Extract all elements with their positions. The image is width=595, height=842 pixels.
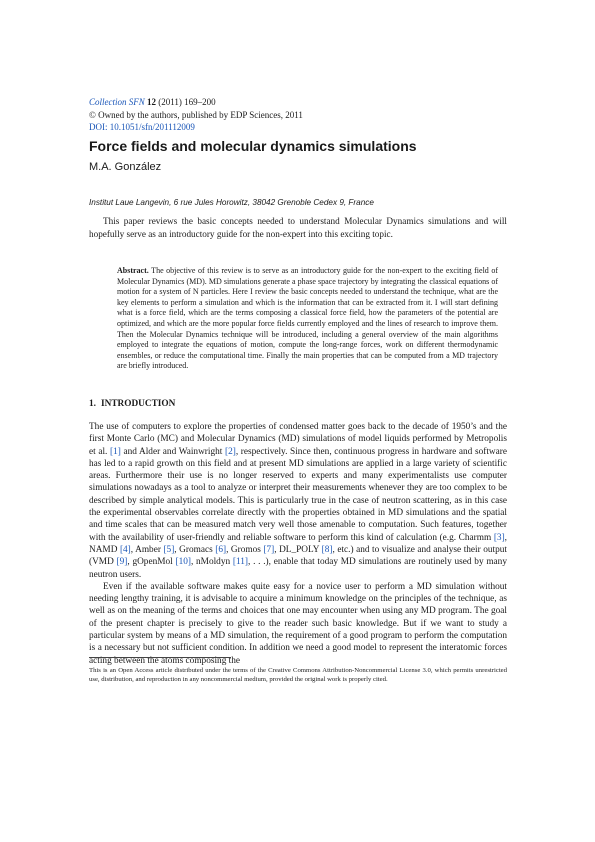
section-number: 1. [89,399,96,409]
body-paragraph-1 [89,421,507,581]
section-heading [89,399,175,409]
text-run: , Gromos [226,544,264,555]
citation-link-2[interactable]: [2] [224,446,236,457]
citation-link-6[interactable]: [6] [215,544,227,555]
journal-year-pages: (2011) 169–200 [156,97,216,107]
doi-link[interactable]: DOI: 10.1051/sfn/201112009 [89,122,195,132]
citation-link-1[interactable]: [1] [110,446,121,457]
text-run: , DL_POLY [274,544,322,555]
citation-link-5[interactable]: [5] [163,544,175,555]
license-footnote: This is an Open Access article distributed under the terms of the Creative Commons Attribution-Noncommercial License 3.0, which permits unrestricted use, distribution, and reproduction in any noncommercial medium, provided the original work is properly cited. [89,667,507,683]
body-paragraph-2: Even if the available software makes quite easy for a novice user to perform a MD simulation without needing lengthy training, it is advisable to acquire a minimum knowledge on the principles of the technique, as well as on the meaning of the terms and choices that one may encounter when using any MD program. The goal of the present chapter is precisely to give to the reader such basic knowledge. But if we want to study a particular system by means of a MD simulation, the requirement of a good program to perform the computation is a necessary but not sufficient condition. In addition we need a good model to represent the interatomic forces acting between the atoms composing the [89,581,507,666]
text-run: , etc.) and to visualize and analyse their output (VMD [89,544,508,568]
journal-name-link[interactable]: Collection SFN [89,97,145,107]
author-affiliation: Institut Laue Langevin, 6 rue Jules Horowitz, 38042 Grenoble Cedex 9, France [89,198,374,207]
footnote-divider [89,657,231,658]
text-run: , gOpenMol [127,557,176,568]
paper-title: Force fields and molecular dynamics simulations [89,138,417,154]
abstract-text: The objective of this review is to serve as an introductory guide for the non-expert to the exciting field of Molecular Dynamics (MD). MD simulations generate a phase space trajectory by integrating the classical equations of motion for a system of N particles. Here I review the basic concepts needed to understand the technique, what are the key elements to perform a simulation and which is the information that can be extracted from it. I will start defining what is a force field, which are the terms composing a classical force field, how the parameters of the potential are optimized, and which are the more popular force fields currently employed and the lines of research to improve them. Then the Molecular Dynamics technique will be introduced, including a general overview of the main algorithms employed to integrate the equations of motion, compute the long-range forces, work on different thermodynamic ensembles, or reduce the computational time. Finally the main properties that can be computed from a MD trajectory are briefly introduced. [117,266,498,371]
citation-link-11[interactable]: [11] [232,557,249,568]
citation-link-9[interactable]: [9] [116,557,128,568]
text-run: , Amber [130,544,164,555]
citation-link-3[interactable]: [3] [493,532,505,543]
author-name: M.A. González [89,161,162,173]
text-run: , . . .), enable that today MD simulations are routinely used by many neutron users. [89,557,507,580]
abstract-block [117,266,498,372]
text-run: , nMoldyn [190,557,233,568]
abstract-label: Abstract. [117,266,149,275]
body-text [89,421,507,667]
journal-citation-line [89,96,303,109]
section-title: INTRODUCTION [100,399,176,409]
citation-link-4[interactable]: [4] [119,544,131,555]
text-run: , Gromacs [174,544,216,555]
journal-header [89,96,303,134]
citation-link-7[interactable]: [7] [263,544,275,555]
citation-link-10[interactable]: [10] [175,557,191,568]
text-run: , NAMD [89,532,507,555]
intro-summary: This paper reviews the basic concepts needed to understand Molecular Dynamics simulations and will hopefully serve as an introductory guide for the non-expert into this exciting topic. [89,216,507,239]
citation-link-8[interactable]: [8] [321,544,333,555]
copyright-line: © Owned by the authors, published by EDP Sciences, 2011 [89,109,303,120]
journal-volume: 12 [147,97,156,107]
text-run: and Alder and Wainwright [120,446,225,457]
text-run: The use of computers to explore the properties of condensed matter goes back to the decade of 1950’s and the first Monte Carlo (MC) and Molecular Dynamics (MD) simulations of model liquids performed by Metropolis et al. [89,422,507,457]
text-run: , respectively. Since then, continuous progress in hardware and software has led to a rapid growth on this field and at present MD simulations are applied in a large variety of scientific areas. Furthermore their use is no longer reserved to experts and many experimentalists use computer simulations nowadays as a tool to analyze or interpret their measurements whenever they are too complex to be described by simple analytical models. This is particularly true in the case of neutron scattering, as in this case the experimental observables correlate directly with the properties obtained in MD simulations and the spatial and time scales that can be measured match very well those amenable to computation. Such features, together with the availability of user-friendly and reliable software to perform this kind of calculation (e.g. Charmm [89,446,507,543]
